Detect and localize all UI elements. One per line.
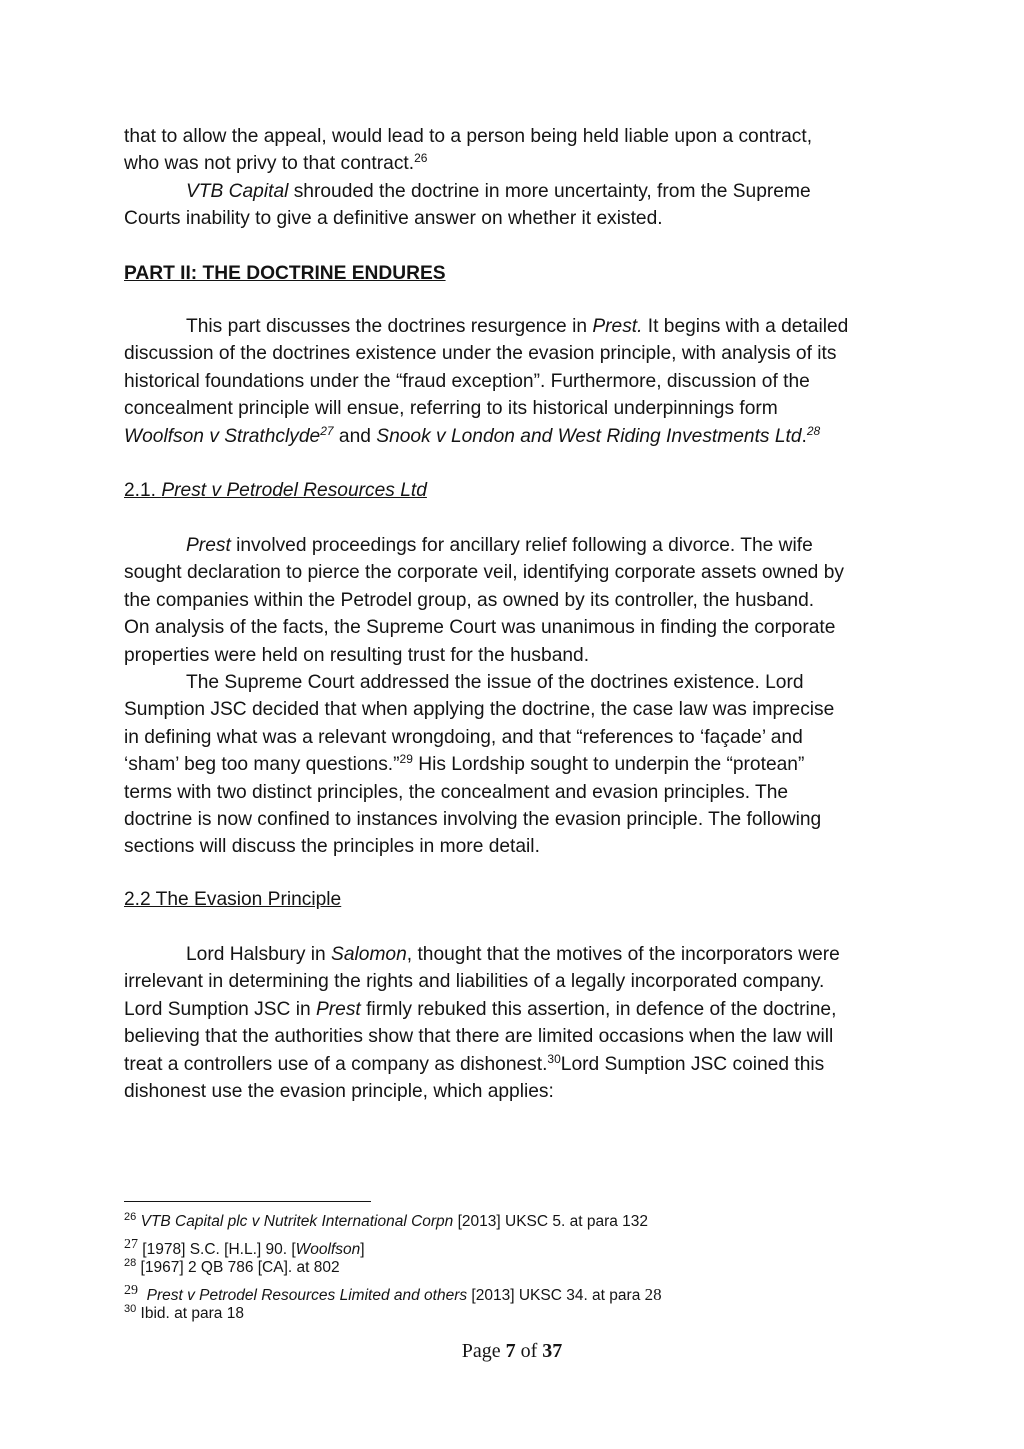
footnote-number: 29	[124, 1283, 138, 1298]
footnote-ref-26: 26	[414, 151, 428, 166]
text: The Supreme Court addressed the issue of the doctrines existence. Lord	[186, 671, 804, 693]
text: historical foundations under the “fraud exception”. Furthermore, discussion of the	[124, 370, 810, 392]
text: On analysis of the facts, the Supreme Court was unanimous in finding the corporate	[124, 617, 836, 639]
case-name: Prest.	[592, 316, 643, 337]
text: shrouded the doctrine in more uncertainty, from the Supreme	[288, 180, 811, 202]
text: doctrine is now confined to instances involving the evasion principle. The following	[124, 808, 822, 830]
section-heading-2-2: 2.2 The Evasion Principle	[124, 889, 342, 910]
text: that to allow the appeal, would lead to a person being held liable upon a contract,	[124, 126, 813, 147]
case-name: Prest	[315, 998, 361, 1020]
text: sections will discuss the principles in more detail.	[124, 836, 540, 858]
text-line	[124, 941, 914, 968]
text: Ibid. at para 18	[136, 1305, 244, 1322]
footnote-number: 28	[124, 1257, 137, 1269]
text-line	[124, 178, 914, 205]
text: [2013] UKSC 5. at para 132	[453, 1213, 649, 1230]
text: of	[515, 1340, 543, 1362]
text-line	[124, 205, 914, 232]
text: This part discusses the doctrines resurgence in	[186, 316, 593, 337]
text-line	[124, 996, 914, 1023]
text-line	[124, 696, 914, 723]
text: sought declaration to pierce the corporate veil, identifying corporate assets owned by	[124, 562, 844, 584]
text: dishonest use the evasion principle, which applies:	[124, 1080, 554, 1102]
case-name: Woolfson v Strathclyde	[124, 425, 321, 447]
case-name: Snook v London and West Riding Investments Ltd	[376, 425, 802, 447]
total-pages: 37	[542, 1340, 563, 1362]
part-heading: PART II: THE DOCTRINE ENDURES	[124, 263, 446, 284]
text: 28	[644, 1285, 662, 1304]
section-heading-2-1	[124, 477, 914, 504]
footnote-ref-28: 28	[806, 423, 821, 438]
footnote-ref-29: 29	[399, 752, 413, 767]
footnote-separator	[124, 1201, 371, 1202]
text: Lord Sumption JSC coined this	[560, 1053, 825, 1075]
text-line	[124, 313, 914, 340]
text-line	[124, 1023, 914, 1050]
text: involved proceedings for ancillary relief following a divorce. The wife	[230, 535, 813, 556]
text-line	[124, 806, 914, 833]
text: Sumption JSC decided that when applying the doctrine, the case law was imprecise	[124, 699, 835, 721]
footnote-number: 27	[124, 1237, 138, 1252]
footnote-30	[124, 1302, 914, 1325]
text-line	[124, 642, 914, 669]
text: [1978] S.C. [H.L.] 90. [	[138, 1241, 296, 1258]
case-name: VTB Capital	[186, 180, 289, 202]
text: Page	[461, 1340, 506, 1362]
text: and	[333, 425, 377, 447]
text-line	[124, 833, 914, 860]
text: terms with two distinct principles, the concealment and evasion principles. The	[124, 781, 789, 803]
text: It begins with a detailed	[642, 316, 849, 337]
footnote-26	[124, 1210, 914, 1233]
text: the companies within the Petrodel group, as owned by its controller, the husband.	[124, 589, 815, 611]
footnote-28	[124, 1256, 914, 1279]
text-line	[124, 1078, 914, 1105]
text: properties were held on resulting trust for the husband.	[124, 644, 590, 666]
text-line	[124, 368, 914, 395]
footnote-ref-30: 30	[547, 1051, 561, 1066]
case-name: Prest	[186, 535, 231, 556]
text: ‘sham’ beg too many questions.”	[124, 754, 400, 776]
text: ]	[360, 1241, 365, 1258]
text-line	[124, 968, 914, 995]
case-name: Prest v Petrodel Resources Limited and others	[146, 1287, 468, 1304]
text-line	[124, 587, 914, 614]
current-page: 7	[505, 1340, 516, 1362]
paragraph-evasion	[124, 941, 914, 1105]
text: Lord Sumption JSC in	[124, 998, 316, 1020]
page-number-footer	[0, 1340, 1024, 1363]
text: irrelevant in determining the rights and liabilities of a legally incorporated company.	[124, 971, 825, 993]
text-line	[124, 751, 914, 778]
text: His Lordship sought to underpin the “protean”	[412, 754, 805, 776]
text-line	[124, 614, 914, 641]
text: concealment principle will ensue, referring to its historical underpinnings form	[124, 398, 778, 420]
case-name: VTB Capital plc v Nutritek International Corpn	[140, 1213, 454, 1230]
text: in defining what was a relevant wrongdoing, and that “references to ‘façade’ and	[124, 726, 803, 748]
paragraph-part-intro	[124, 313, 914, 450]
text-line	[124, 779, 914, 806]
text: .	[801, 425, 807, 447]
footnote-ref-27: 27	[320, 423, 334, 438]
text: Lord Halsbury in	[186, 944, 332, 965]
paragraph-continuation	[124, 123, 914, 233]
text-line	[124, 669, 914, 696]
text-line	[124, 395, 914, 422]
case-name: Woolfson	[295, 1241, 361, 1258]
text-line	[124, 559, 914, 586]
text-line	[124, 423, 914, 450]
text-line	[124, 150, 914, 177]
text: Courts inability to give a definitive answer on whether it existed.	[124, 208, 663, 230]
text-line	[124, 532, 914, 559]
footnote-29	[124, 1279, 914, 1302]
footnote-number: 26	[124, 1211, 137, 1223]
paragraph-prest	[124, 532, 914, 861]
text: discussion of the doctrines existence under the evasion principle, with analysis of its	[124, 343, 837, 365]
text: firmly rebuked this assertion, in defence of the doctrine,	[360, 998, 837, 1020]
text-line	[124, 1051, 914, 1078]
text-line	[124, 123, 914, 150]
case-name: Salomon	[331, 944, 407, 965]
footnotes	[124, 1210, 914, 1325]
text-line	[124, 724, 914, 751]
text: [2013] UKSC 34. at para	[467, 1287, 645, 1304]
text: believing that the authorities show that there are limited occasions when the law will	[124, 1026, 834, 1048]
section-number: 2.1.	[124, 480, 162, 501]
text: who was not privy to that contract.	[124, 153, 415, 175]
footnote-27	[124, 1233, 914, 1256]
text: , thought that the motives of the incorporators were	[406, 944, 840, 965]
footnote-number: 30	[124, 1303, 137, 1315]
text: [1967] 2 QB 786 [CA]. at 802	[136, 1259, 340, 1276]
text: treat a controllers use of a company as dishonest.	[124, 1053, 548, 1075]
section-title: Prest v Petrodel Resources Ltd	[161, 480, 427, 501]
text-line	[124, 340, 914, 367]
